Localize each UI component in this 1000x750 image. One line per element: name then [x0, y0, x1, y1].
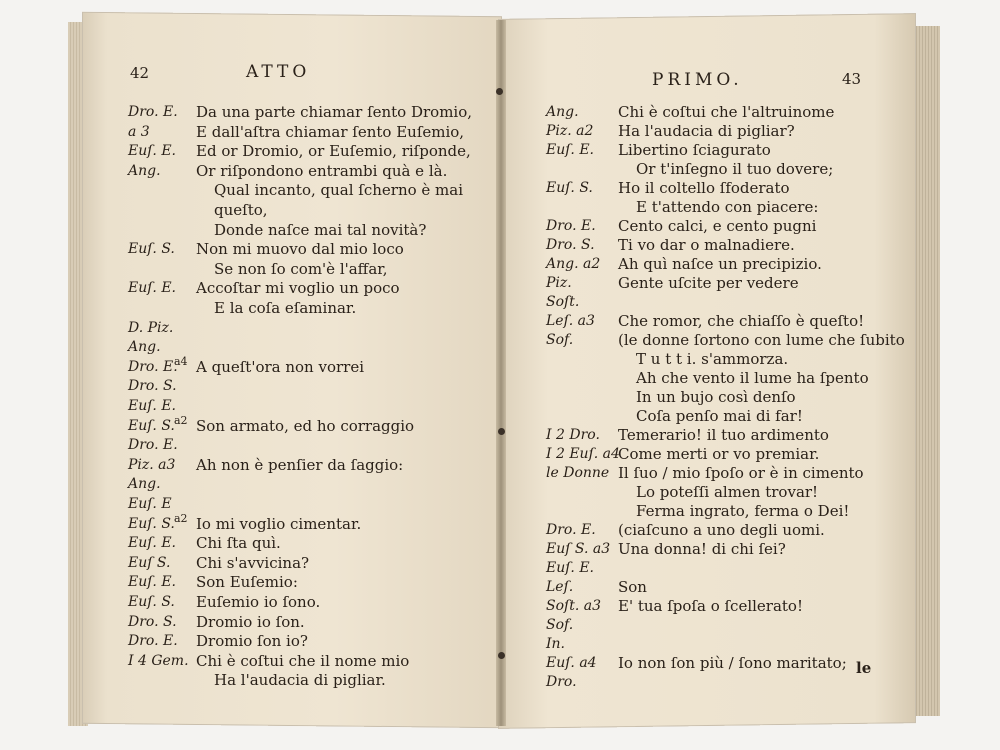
verse-line: (le donne ſortono con lume che ſubito [618, 331, 905, 349]
speaker-name: Ang. [128, 339, 161, 356]
speaker-name: Dro. E. [128, 104, 178, 120]
speaker-name: Euſ. E. [128, 143, 176, 160]
left-page-number: 42 [130, 64, 150, 82]
verse-line: Ed or Dromio, or Euſemio, riſponde, [196, 142, 471, 161]
verse-line: T u t t i. s'ammorza. [636, 350, 789, 368]
speaker-name: Dro. S. [546, 237, 595, 253]
verse-line: Chi ſta quì. [196, 534, 281, 553]
catchword: le [856, 659, 872, 677]
speaker-name: I 4 Gem. [128, 652, 189, 669]
book-gutter [496, 20, 506, 726]
verse-line: (ciaſcuno a uno degli uomi. [618, 521, 825, 539]
speaker-name: Sof. [546, 617, 574, 633]
verse-line: E dall'aſtra chiamar ſento Euſemio, [196, 122, 465, 141]
verse-line: Dromio ſon io? [196, 632, 308, 651]
verse-line: Donde naſce mai tal novità? [214, 220, 427, 239]
verse-line: Come merti or vo premiar. [618, 445, 820, 463]
verse-line: Dromio io ſon. [196, 612, 305, 631]
verse-line: Euſemio io ſono. [196, 593, 321, 611]
speaker-name: Euſ. E. [128, 398, 176, 414]
speaker-name: Piz. a2 [546, 123, 594, 139]
verse-line: Io non ſon più / ſono maritato; [618, 654, 847, 672]
ensemble-marker: a2 [174, 511, 188, 525]
speaker-name: Dro. S. [128, 613, 177, 630]
verse-line: Il ſuo / mio ſpoſo or è in cimento [618, 464, 864, 482]
speaker-name: Euſ. S. [128, 515, 175, 532]
speaker-name: I 2 Dro. [546, 427, 600, 443]
speaker-name: Ang. [128, 476, 161, 493]
speaker-name: Euſ. S. [546, 180, 593, 196]
verse-line: Ti vo dar o malnadiere. [618, 236, 795, 254]
ensemble-marker: a4 [174, 354, 188, 368]
verse-line: Chi s'avvicina? [196, 553, 310, 572]
verse-line: E' tua ſpoſa o ſcellerato! [618, 597, 803, 615]
binding-hole [496, 88, 503, 95]
verse-line: Chi è coſtui che l'altruinome [618, 103, 835, 121]
speaker-name: Dro. [546, 674, 577, 690]
speaker-name: I 2 Euſ. a4 [546, 446, 620, 462]
speaker-name: Euſ. E. [128, 535, 176, 552]
speaker-name: Euſ. E. [546, 142, 594, 158]
speaker-name: Dro. E. [128, 633, 178, 650]
speaker-name: Ang. [128, 162, 161, 179]
verse-line: Cento calci, e cento pugni [618, 217, 817, 235]
speaker-name: Leſ. [546, 579, 574, 595]
ensemble-marker: a2 [174, 413, 188, 427]
verse-line: Non mi muovo dal mio loco [196, 240, 404, 259]
speaker-name: Euſ S. a3 [546, 541, 611, 557]
verse-line: Son [618, 578, 647, 596]
verse-line: Ah che vento il lume ha ſpento [636, 369, 869, 387]
verse-line: Qual incanto, qual ſcherno è mai [214, 181, 464, 200]
speaker-name: Ang. [546, 104, 579, 120]
speaker-name: Euſ. S. [128, 241, 175, 258]
verse-line: Libertino ſciagurato [618, 141, 771, 159]
speaker-name: Euſ. E. [128, 574, 176, 591]
verse-line: Ah quì naſce un precipizio. [618, 255, 822, 273]
speaker-name: Dro. E. [546, 218, 596, 234]
verse-line: Accoſtar mi voglio un poco [196, 279, 400, 298]
speaker-name: Euſ. E. [128, 280, 176, 297]
speaker-name: Piz. a3 [128, 456, 176, 473]
speaker-name: Euſ. S. [128, 594, 175, 610]
verse-line: queſto, [214, 201, 268, 219]
speaker-name: Dro. S. [128, 378, 177, 395]
speaker-name: Sof. [546, 332, 574, 348]
speaker-name: Dro. E. [128, 358, 178, 375]
verse-line: Se non ſo com'è l'affar, [214, 259, 388, 278]
verse-line: Ferma ingrato, ferma o Dei! [636, 502, 850, 520]
page-edges-right [914, 26, 940, 716]
verse-line: Una donna! di chi ſei? [618, 540, 786, 558]
verse-line: Da una parte chiamar ſento Dromio, [196, 103, 473, 121]
left-running-head: ATTO [246, 62, 311, 82]
binding-hole [498, 652, 505, 659]
verse-line: Ha l'audacia di pigliar. [214, 671, 386, 690]
verse-line: E t'attendo con piacere: [636, 198, 819, 216]
right-page-number: 43 [842, 70, 862, 88]
speaker-name: Leſ. a3 [546, 313, 595, 329]
verse-line: Ho il coltello ſfoderato [618, 179, 790, 197]
verse-line: In un bujo così denſo [636, 388, 796, 406]
verse-line: Ah non è penſier da ſaggio: [196, 455, 404, 474]
verse-line: Che romor, che chiaſſo è queſto! [618, 312, 865, 330]
speaker-name: Dro. E. [128, 437, 178, 454]
verse-line: Io mi voglio cimentar. [196, 514, 362, 533]
binding-hole [498, 428, 505, 435]
verse-line: Gente uſcite per vedere [618, 274, 799, 292]
verse-line: Son Euſemio: [196, 573, 298, 592]
verse-line: Or riſpondono entrambi quà e là. [196, 161, 448, 180]
speaker-name: Soſt. [546, 294, 580, 310]
verse-line: Ha l'audacia di pigliar? [618, 122, 795, 140]
speaker-name: Euſ. E. [546, 560, 594, 576]
speaker-name: Dro. E. [546, 522, 596, 538]
speaker-name: le Donne [546, 465, 610, 481]
verse-line: Lo poteſſi almen trovar! [636, 483, 819, 501]
verse-line: Son armato, ed ho corraggio [196, 416, 415, 435]
speaker-name: a 3 [128, 123, 150, 140]
verse-line: Chi è coſtui che il nome mio [196, 651, 410, 670]
verse-line: A queſt'ora non vorrei [196, 357, 364, 376]
speaker-name: Euſ. E [128, 496, 172, 512]
speaker-name: Piz. [546, 275, 572, 291]
speaker-name: Soſt. a3 [546, 598, 601, 614]
verse-line: Temerario! il tuo ardimento [618, 426, 829, 444]
speaker-name: Ang. a2 [546, 256, 601, 272]
verse-line: Coſa penſo mai di far! [636, 407, 803, 425]
right-running-head: PRIMO. [652, 70, 743, 90]
speaker-name: Euſ. a4 [546, 655, 597, 671]
verse-line: E la coſa eſaminar. [214, 299, 357, 317]
verse-line: Or t'inſegno il tuo dovere; [636, 160, 834, 178]
speaker-name: Euſ S. [128, 554, 171, 571]
speaker-name: Euſ. S. [128, 417, 175, 434]
speaker-name: D. Piz. [128, 319, 174, 336]
speaker-name: In. [546, 636, 565, 652]
